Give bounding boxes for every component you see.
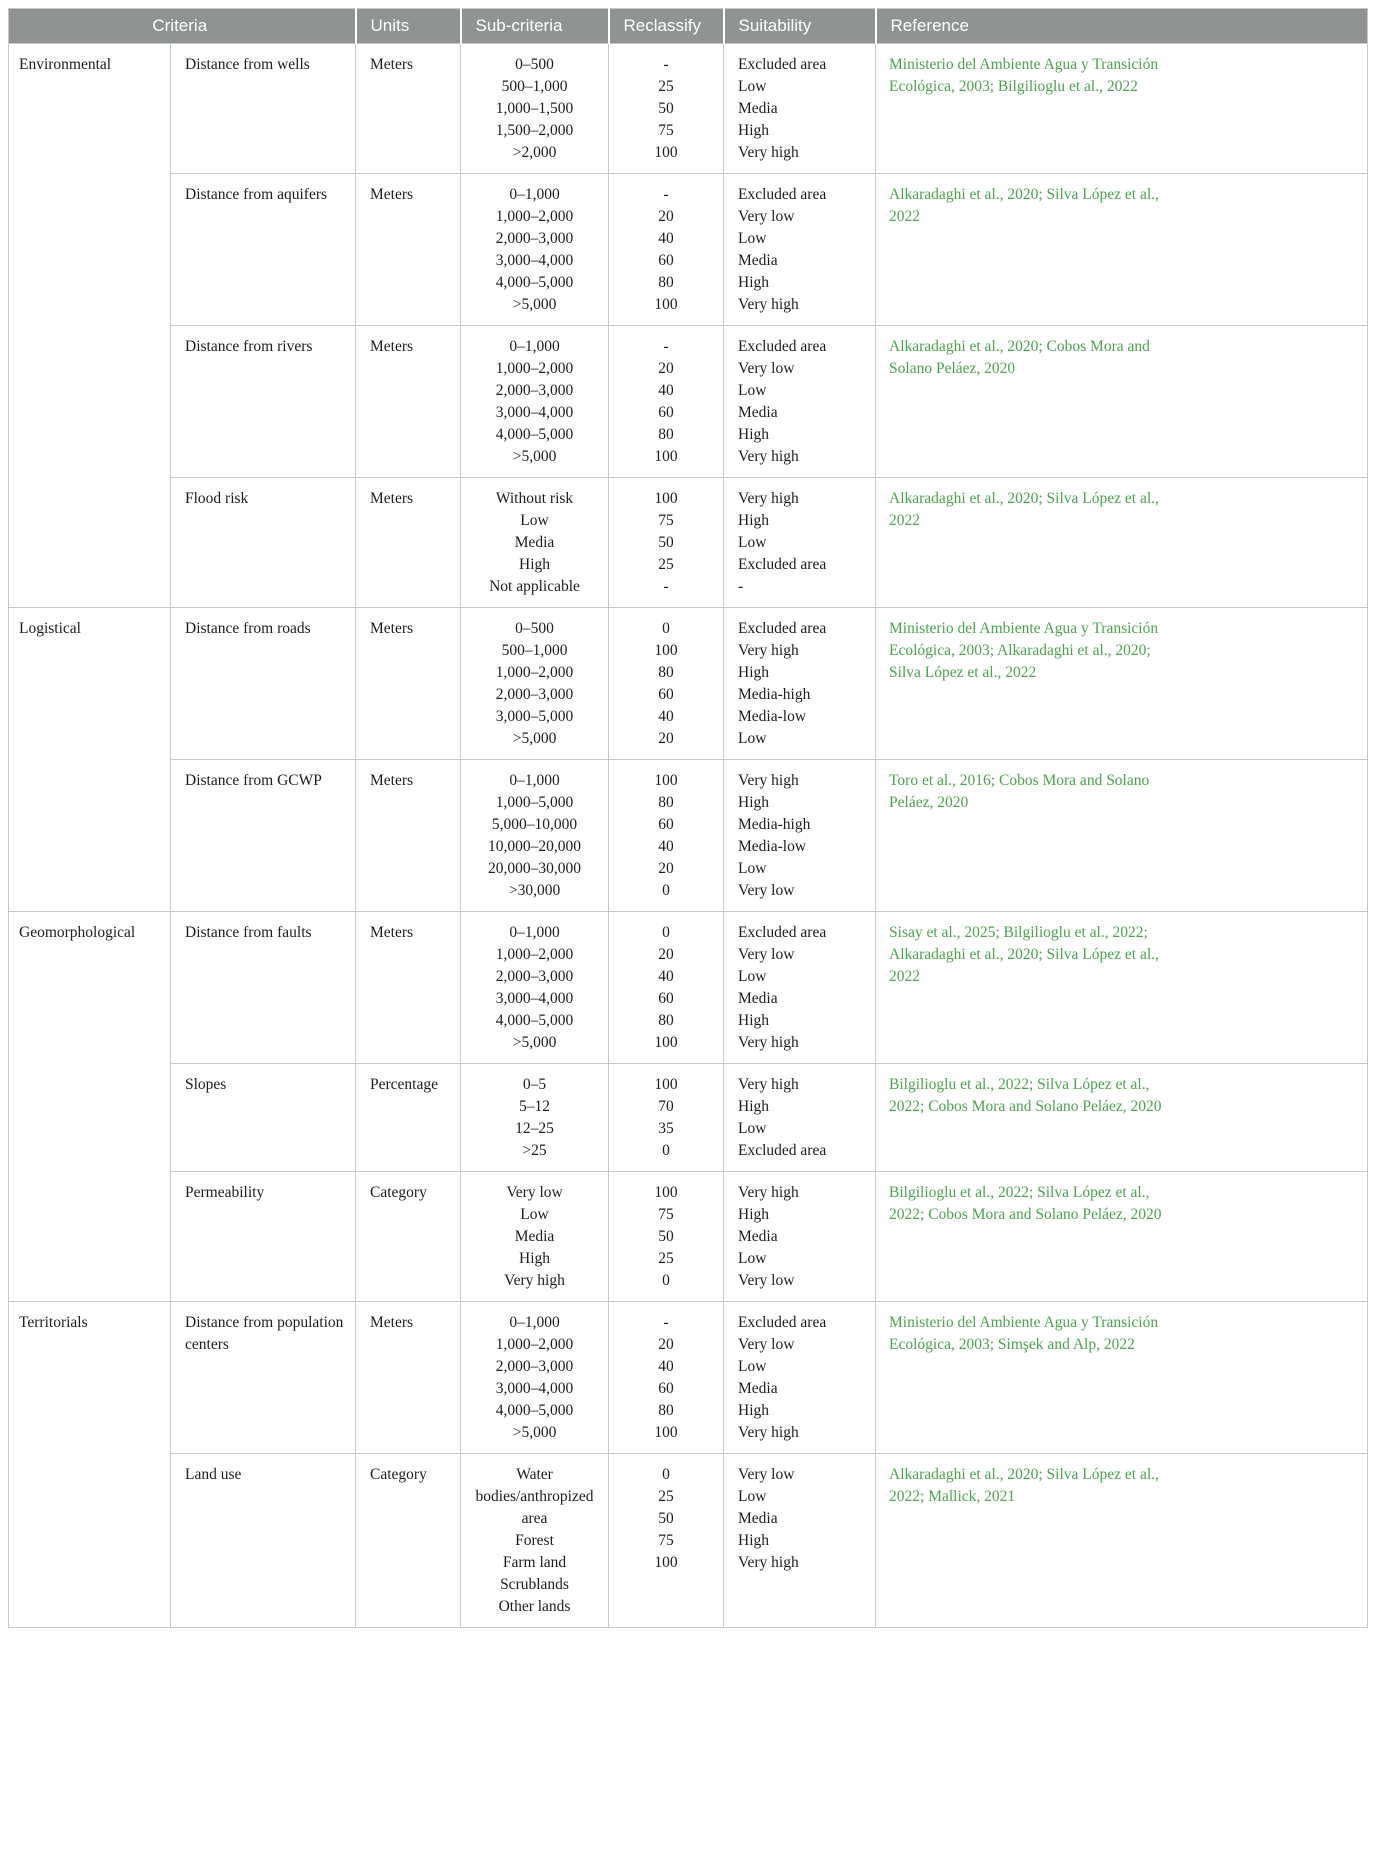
reclass-cell bbox=[609, 1172, 724, 1302]
reclassify-line: 60 bbox=[658, 686, 674, 703]
suitability-line: Very high bbox=[738, 296, 799, 313]
reference-cell bbox=[876, 608, 1368, 760]
sub-cell bbox=[461, 174, 609, 326]
reclassify-line: 0 bbox=[662, 1142, 670, 1159]
suit-cell bbox=[724, 44, 876, 174]
subcriteria-line: 2,000–3,000 bbox=[495, 230, 574, 247]
reclassify-line: 40 bbox=[658, 708, 674, 725]
reclass-cell bbox=[609, 174, 724, 326]
reference-cell bbox=[876, 912, 1368, 1064]
reclassify-line: - bbox=[663, 338, 669, 355]
reclassify-line: 100 bbox=[654, 144, 678, 161]
table-row bbox=[9, 478, 1368, 608]
subcriteria-line: Farm land bbox=[502, 1554, 567, 1571]
sub-cell bbox=[461, 44, 609, 174]
suitability-line: Excluded area bbox=[738, 338, 827, 355]
subcriteria-line: 0–1,000 bbox=[509, 338, 560, 355]
units-value: Percentage bbox=[356, 1064, 461, 1172]
subcriteria-line: >5,000 bbox=[512, 730, 557, 747]
suit-cell bbox=[724, 1302, 876, 1454]
suitability-line: Excluded area bbox=[738, 1142, 827, 1159]
criteria-table bbox=[8, 8, 1368, 1628]
reclassify-line: 25 bbox=[658, 78, 674, 95]
subcriteria-line: 500–1,000 bbox=[501, 78, 568, 95]
reclassify-line: 20 bbox=[658, 1336, 674, 1353]
subcriteria-line: 1,000–2,000 bbox=[495, 360, 574, 377]
reclassify-line: - bbox=[663, 578, 669, 595]
column-header-criteria: Criteria bbox=[9, 9, 356, 44]
reclassify-line: 0 bbox=[662, 620, 670, 637]
reference-citations[interactable]: Alkaradaghi et al., 2020; Silva López et al., 2022; Mallick, 2021 bbox=[889, 1466, 1159, 1505]
suitability-line: Very high bbox=[738, 144, 799, 161]
reclassify-line: 40 bbox=[658, 382, 674, 399]
subcriteria-line: bodies/anthropized bbox=[475, 1488, 594, 1505]
suitability-line: Excluded area bbox=[738, 186, 827, 203]
subcriteria-line: >5,000 bbox=[512, 1424, 557, 1441]
suit-cell bbox=[724, 1064, 876, 1172]
suitability-line: Very high bbox=[738, 1554, 799, 1571]
subcriteria-line: 1,000–2,000 bbox=[495, 946, 574, 963]
suit-cell bbox=[724, 1172, 876, 1302]
subcriteria-line: 12–25 bbox=[515, 1120, 554, 1137]
subcriteria-line: Low bbox=[520, 1206, 549, 1223]
suitability-line: Media bbox=[738, 404, 778, 421]
subcriteria-line: 1,500–2,000 bbox=[495, 122, 574, 139]
subcriteria-line: area bbox=[521, 1510, 548, 1527]
reclassify-line: 100 bbox=[654, 1554, 678, 1571]
suitability-line: Media bbox=[738, 1380, 778, 1397]
table-row bbox=[9, 326, 1368, 478]
reclass-cell bbox=[609, 1302, 724, 1454]
reference-citations[interactable]: Bilgilioglu et al., 2022; Silva López et al., 2022; Cobos Mora and Solano Peláez, 2020 bbox=[889, 1076, 1162, 1115]
suitability-line: High bbox=[738, 1012, 770, 1029]
reclassify-line: 60 bbox=[658, 1380, 674, 1397]
suitability-line: High bbox=[738, 664, 770, 681]
subcriteria-line: High bbox=[519, 556, 551, 573]
suitability-line: Very high bbox=[738, 772, 799, 789]
suitability-line: Low bbox=[738, 382, 767, 399]
units-value: Meters bbox=[356, 1302, 461, 1454]
subcriteria-line: 0–1,000 bbox=[509, 924, 560, 941]
column-header-units: Units bbox=[356, 9, 461, 44]
subcriteria-line: Forest bbox=[515, 1532, 554, 1549]
table-row bbox=[9, 174, 1368, 326]
suitability-line: Very high bbox=[738, 1034, 799, 1051]
reclassify-line: 20 bbox=[658, 208, 674, 225]
reference-citations[interactable]: Ministerio del Ambiente Agua y Transición Ecológica, 2003; Simşek and Alp, 2022 bbox=[889, 1314, 1159, 1353]
subcriteria-line: 1,000–1,500 bbox=[495, 100, 574, 117]
reclassify-line: 0 bbox=[662, 1466, 670, 1483]
criteria-group bbox=[9, 44, 1368, 608]
reclassify-line: 75 bbox=[658, 1206, 674, 1223]
suitability-line: Very low bbox=[738, 360, 795, 377]
suitability-line: Excluded area bbox=[738, 1314, 827, 1331]
suit-cell bbox=[724, 478, 876, 608]
subcriteria-line: Low bbox=[520, 512, 549, 529]
subcriteria-line: Very high bbox=[504, 1272, 565, 1289]
suitability-line: High bbox=[738, 512, 770, 529]
suitability-line: Media bbox=[738, 1228, 778, 1245]
reclassify-line: 50 bbox=[658, 1510, 674, 1527]
criteria-group bbox=[9, 1302, 1368, 1628]
criterion-name: Flood risk bbox=[171, 478, 356, 608]
criterion-name: Distance from aquifers bbox=[171, 174, 356, 326]
reclassify-line: 0 bbox=[662, 882, 670, 899]
reclassify-line: 20 bbox=[658, 860, 674, 877]
subcriteria-line: >2,000 bbox=[512, 144, 557, 161]
reclassify-line: 60 bbox=[658, 816, 674, 833]
criteria-group bbox=[9, 912, 1368, 1302]
subcriteria-line: Other lands bbox=[498, 1598, 571, 1615]
suitability-line: Very high bbox=[738, 490, 799, 507]
sub-cell bbox=[461, 1172, 609, 1302]
suitability-line: Very high bbox=[738, 1424, 799, 1441]
subcriteria-line: >5,000 bbox=[512, 296, 557, 313]
reclassify-line: 50 bbox=[658, 534, 674, 551]
column-header-reference: Reference bbox=[876, 9, 1368, 44]
reclassify-line: 100 bbox=[654, 772, 678, 789]
subcriteria-line: >25 bbox=[522, 1142, 547, 1159]
reclass-cell bbox=[609, 760, 724, 912]
units-value: Category bbox=[356, 1172, 461, 1302]
suitability-line: Media-low bbox=[738, 708, 807, 725]
reclassify-line: 80 bbox=[658, 794, 674, 811]
suitability-line: Media-high bbox=[738, 686, 811, 703]
suitability-line: High bbox=[738, 794, 770, 811]
suitability-line: High bbox=[738, 122, 770, 139]
units-value: Meters bbox=[356, 174, 461, 326]
reclassify-line: - bbox=[663, 56, 669, 73]
subcriteria-line: 1,000–2,000 bbox=[495, 208, 574, 225]
reclass-cell bbox=[609, 326, 724, 478]
suitability-line: Very low bbox=[738, 882, 795, 899]
subcriteria-line: >30,000 bbox=[508, 882, 561, 899]
reclassify-line: 80 bbox=[658, 664, 674, 681]
reclassify-line: 100 bbox=[654, 1076, 678, 1093]
suitability-line: Media bbox=[738, 100, 778, 117]
reference-cell bbox=[876, 1302, 1368, 1454]
reclass-cell bbox=[609, 912, 724, 1064]
suitability-line: Excluded area bbox=[738, 924, 827, 941]
subcriteria-line: 1,000–2,000 bbox=[495, 664, 574, 681]
suitability-line: Media bbox=[738, 252, 778, 269]
reclassify-line: 25 bbox=[658, 1488, 674, 1505]
reclassify-line: 75 bbox=[658, 512, 674, 529]
suit-cell bbox=[724, 326, 876, 478]
suit-cell bbox=[724, 760, 876, 912]
subcriteria-line: 2,000–3,000 bbox=[495, 382, 574, 399]
suitability-line: Excluded area bbox=[738, 56, 827, 73]
subcriteria-line: 0–5 bbox=[522, 1076, 547, 1093]
reclassify-line: 20 bbox=[658, 360, 674, 377]
suitability-line: Low bbox=[738, 968, 767, 985]
suitability-line: Very low bbox=[738, 1466, 795, 1483]
suitability-line: High bbox=[738, 1206, 770, 1223]
suitability-line: Low bbox=[738, 730, 767, 747]
subcriteria-line: 3,000–4,000 bbox=[495, 252, 574, 269]
table-row bbox=[9, 44, 1368, 174]
suitability-line: Very high bbox=[738, 1076, 799, 1093]
suitability-line: Low bbox=[738, 1120, 767, 1137]
reclassify-line: 40 bbox=[658, 838, 674, 855]
reclassify-line: 100 bbox=[654, 1034, 678, 1051]
reclassify-line: 0 bbox=[662, 924, 670, 941]
reference-cell bbox=[876, 1454, 1368, 1628]
suitability-line: Very low bbox=[738, 946, 795, 963]
reference-citations[interactable]: Toro et al., 2016; Cobos Mora and Solano Peláez, 2020 bbox=[889, 772, 1150, 811]
reclassify-line: 20 bbox=[658, 946, 674, 963]
subcriteria-line: 0–1,000 bbox=[509, 772, 560, 789]
criterion-name: Distance from rivers bbox=[171, 326, 356, 478]
units-value: Meters bbox=[356, 608, 461, 760]
suitability-line: Excluded area bbox=[738, 620, 827, 637]
subcriteria-line: 3,000–4,000 bbox=[495, 404, 574, 421]
suitability-line: - bbox=[738, 578, 744, 595]
suitability-line: High bbox=[738, 1098, 770, 1115]
suit-cell bbox=[724, 174, 876, 326]
reclassify-line: 100 bbox=[654, 1184, 678, 1201]
criterion-name: Distance from wells bbox=[171, 44, 356, 174]
reference-citations[interactable]: Alkaradaghi et al., 2020; Silva López et al., 2022 bbox=[889, 186, 1159, 225]
criterion-name: Land use bbox=[171, 1454, 356, 1628]
subcriteria-line: Media bbox=[514, 1228, 555, 1245]
subcriteria-line: Not applicable bbox=[489, 578, 580, 595]
header-row bbox=[9, 9, 1368, 44]
subcriteria-line: 0–1,000 bbox=[509, 1314, 560, 1331]
suitability-line: Media bbox=[738, 1510, 778, 1527]
reference-cell bbox=[876, 44, 1368, 174]
suitability-line: Low bbox=[738, 1358, 767, 1375]
suit-cell bbox=[724, 1454, 876, 1628]
suitability-line: Very low bbox=[738, 1336, 795, 1353]
reclassify-line: 100 bbox=[654, 296, 678, 313]
table-row bbox=[9, 608, 1368, 760]
subcriteria-line: Scrublands bbox=[500, 1576, 569, 1593]
reference-citations[interactable]: Ministerio del Ambiente Agua y Transición Ecológica, 2003; Alkaradaghi et al., 2020; Silva López et al., 2022 bbox=[889, 620, 1159, 681]
table-row bbox=[9, 1172, 1368, 1302]
reclassify-line: 80 bbox=[658, 274, 674, 291]
column-header-subcriteria: Sub-criteria bbox=[461, 9, 609, 44]
subcriteria-line: Media bbox=[514, 534, 555, 551]
units-value: Meters bbox=[356, 44, 461, 174]
table-row bbox=[9, 1302, 1368, 1454]
reclassify-line: 80 bbox=[658, 1012, 674, 1029]
reference-citations[interactable]: Ministerio del Ambiente Agua y Transición Ecológica, 2003; Bilgilioglu et al., 2022 bbox=[889, 56, 1159, 95]
reclass-cell bbox=[609, 1064, 724, 1172]
reclassify-line: 35 bbox=[658, 1120, 674, 1137]
subcriteria-line: 4,000–5,000 bbox=[495, 426, 574, 443]
criteria-group bbox=[9, 608, 1368, 912]
sub-cell bbox=[461, 912, 609, 1064]
reclassify-line: 75 bbox=[658, 122, 674, 139]
criteria-group-name: Geomorphological bbox=[9, 912, 171, 1302]
criterion-name: Distance from population centers bbox=[171, 1302, 356, 1454]
suitability-line: Low bbox=[738, 860, 767, 877]
subcriteria-line: 3,000–4,000 bbox=[495, 1380, 574, 1397]
reclassify-line: - bbox=[663, 186, 669, 203]
reclassify-line: 60 bbox=[658, 404, 674, 421]
criterion-name: Slopes bbox=[171, 1064, 356, 1172]
table-row bbox=[9, 760, 1368, 912]
criteria-group-name: Territorials bbox=[9, 1302, 171, 1628]
suitability-line: Very high bbox=[738, 642, 799, 659]
subcriteria-line: >5,000 bbox=[512, 1034, 557, 1051]
subcriteria-line: 5,000–10,000 bbox=[491, 816, 578, 833]
units-value: Meters bbox=[356, 760, 461, 912]
reclassify-line: 100 bbox=[654, 642, 678, 659]
column-header-suitability: Suitability bbox=[724, 9, 876, 44]
subcriteria-line: 4,000–5,000 bbox=[495, 1402, 574, 1419]
sub-cell bbox=[461, 326, 609, 478]
criterion-name: Permeability bbox=[171, 1172, 356, 1302]
suitability-line: Media-low bbox=[738, 838, 807, 855]
reclassify-line: 100 bbox=[654, 490, 678, 507]
reclassify-line: 70 bbox=[658, 1098, 674, 1115]
reclassify-line: 40 bbox=[658, 230, 674, 247]
reclassify-line: 60 bbox=[658, 990, 674, 1007]
subcriteria-line: 1,000–5,000 bbox=[495, 794, 574, 811]
subcriteria-line: 2,000–3,000 bbox=[495, 1358, 574, 1375]
suitability-line: Low bbox=[738, 230, 767, 247]
sub-cell bbox=[461, 608, 609, 760]
criterion-name: Distance from GCWP bbox=[171, 760, 356, 912]
subcriteria-line: Water bbox=[516, 1466, 553, 1483]
subcriteria-line: 3,000–4,000 bbox=[495, 990, 574, 1007]
subcriteria-line: >5,000 bbox=[512, 448, 557, 465]
subcriteria-line: 4,000–5,000 bbox=[495, 1012, 574, 1029]
reclassify-line: 100 bbox=[654, 1424, 678, 1441]
suit-cell bbox=[724, 912, 876, 1064]
units-value: Category bbox=[356, 1454, 461, 1628]
reference-citations[interactable]: Alkaradaghi et al., 2020; Cobos Mora and Solano Peláez, 2020 bbox=[889, 338, 1150, 377]
subcriteria-line: Without risk bbox=[495, 490, 574, 507]
reclassify-line: 50 bbox=[658, 100, 674, 117]
reference-cell bbox=[876, 174, 1368, 326]
reference-citations[interactable]: Sisay et al., 2025; Bilgilioglu et al., 2022; Alkaradaghi et al., 2020; Silva López et al., 2022 bbox=[889, 924, 1159, 985]
reclassify-line: 50 bbox=[658, 1228, 674, 1245]
reclassify-line: 100 bbox=[654, 448, 678, 465]
table-row bbox=[9, 912, 1368, 1064]
subcriteria-line: High bbox=[519, 1250, 551, 1267]
reclassify-line: 40 bbox=[658, 1358, 674, 1375]
sub-cell bbox=[461, 478, 609, 608]
criteria-group-name: Environmental bbox=[9, 44, 171, 608]
reclassify-line: 75 bbox=[658, 1532, 674, 1549]
subcriteria-line: 0–1,000 bbox=[509, 186, 560, 203]
reference-cell bbox=[876, 326, 1368, 478]
reclass-cell bbox=[609, 478, 724, 608]
reclassify-line: 60 bbox=[658, 252, 674, 269]
subcriteria-line: 20,000–30,000 bbox=[488, 860, 582, 877]
reclassify-line: - bbox=[663, 1314, 669, 1331]
subcriteria-line: 10,000–20,000 bbox=[488, 838, 582, 855]
subcriteria-line: Very low bbox=[506, 1184, 563, 1201]
reclassify-line: 80 bbox=[658, 1402, 674, 1419]
suitability-line: Very low bbox=[738, 208, 795, 225]
suitability-line: Very high bbox=[738, 448, 799, 465]
suitability-line: Very high bbox=[738, 1184, 799, 1201]
suitability-line: Excluded area bbox=[738, 556, 827, 573]
units-value: Meters bbox=[356, 478, 461, 608]
reclass-cell bbox=[609, 608, 724, 760]
reclassify-line: 40 bbox=[658, 968, 674, 985]
suitability-line: Media-high bbox=[738, 816, 811, 833]
suitability-line: Low bbox=[738, 1488, 767, 1505]
suitability-line: High bbox=[738, 274, 770, 291]
reclass-cell bbox=[609, 1454, 724, 1628]
subcriteria-line: 3,000–5,000 bbox=[495, 708, 574, 725]
subcriteria-line: 0–500 bbox=[515, 56, 554, 73]
sub-cell bbox=[461, 760, 609, 912]
reference-citations[interactable]: Bilgilioglu et al., 2022; Silva López et al., 2022; Cobos Mora and Solano Peláez, 2020 bbox=[889, 1184, 1162, 1223]
sub-cell bbox=[461, 1302, 609, 1454]
suitability-line: Very low bbox=[738, 1272, 795, 1289]
reference-cell bbox=[876, 478, 1368, 608]
reclass-cell bbox=[609, 44, 724, 174]
suitability-line: Media bbox=[738, 990, 778, 1007]
subcriteria-line: 2,000–3,000 bbox=[495, 968, 574, 985]
units-value: Meters bbox=[356, 912, 461, 1064]
suitability-line: Low bbox=[738, 78, 767, 95]
column-header-reclassify: Reclassify bbox=[609, 9, 724, 44]
reclassify-line: 0 bbox=[662, 1272, 670, 1289]
suit-cell bbox=[724, 608, 876, 760]
suitability-line: High bbox=[738, 1532, 770, 1549]
criterion-name: Distance from faults bbox=[171, 912, 356, 1064]
criteria-group-name: Logistical bbox=[9, 608, 171, 912]
suitability-line: Low bbox=[738, 534, 767, 551]
reference-cell bbox=[876, 1172, 1368, 1302]
subcriteria-line: 5–12 bbox=[519, 1098, 551, 1115]
subcriteria-line: 0–500 bbox=[515, 620, 554, 637]
suitability-line: High bbox=[738, 426, 770, 443]
reclassify-line: 20 bbox=[658, 730, 674, 747]
units-value: Meters bbox=[356, 326, 461, 478]
reclassify-line: 80 bbox=[658, 426, 674, 443]
reclassify-line: 25 bbox=[658, 1250, 674, 1267]
sub-cell bbox=[461, 1454, 609, 1628]
reference-citations[interactable]: Alkaradaghi et al., 2020; Silva López et al., 2022 bbox=[889, 490, 1159, 529]
table-row bbox=[9, 1454, 1368, 1628]
subcriteria-line: 500–1,000 bbox=[501, 642, 568, 659]
suitability-line: High bbox=[738, 1402, 770, 1419]
subcriteria-line: 2,000–3,000 bbox=[495, 686, 574, 703]
suitability-line: Low bbox=[738, 1250, 767, 1267]
sub-cell bbox=[461, 1064, 609, 1172]
reference-cell bbox=[876, 1064, 1368, 1172]
subcriteria-line: 1,000–2,000 bbox=[495, 1336, 574, 1353]
reclassify-line: 25 bbox=[658, 556, 674, 573]
criterion-name: Distance from roads bbox=[171, 608, 356, 760]
reference-cell bbox=[876, 760, 1368, 912]
table-row bbox=[9, 1064, 1368, 1172]
subcriteria-line: 4,000–5,000 bbox=[495, 274, 574, 291]
